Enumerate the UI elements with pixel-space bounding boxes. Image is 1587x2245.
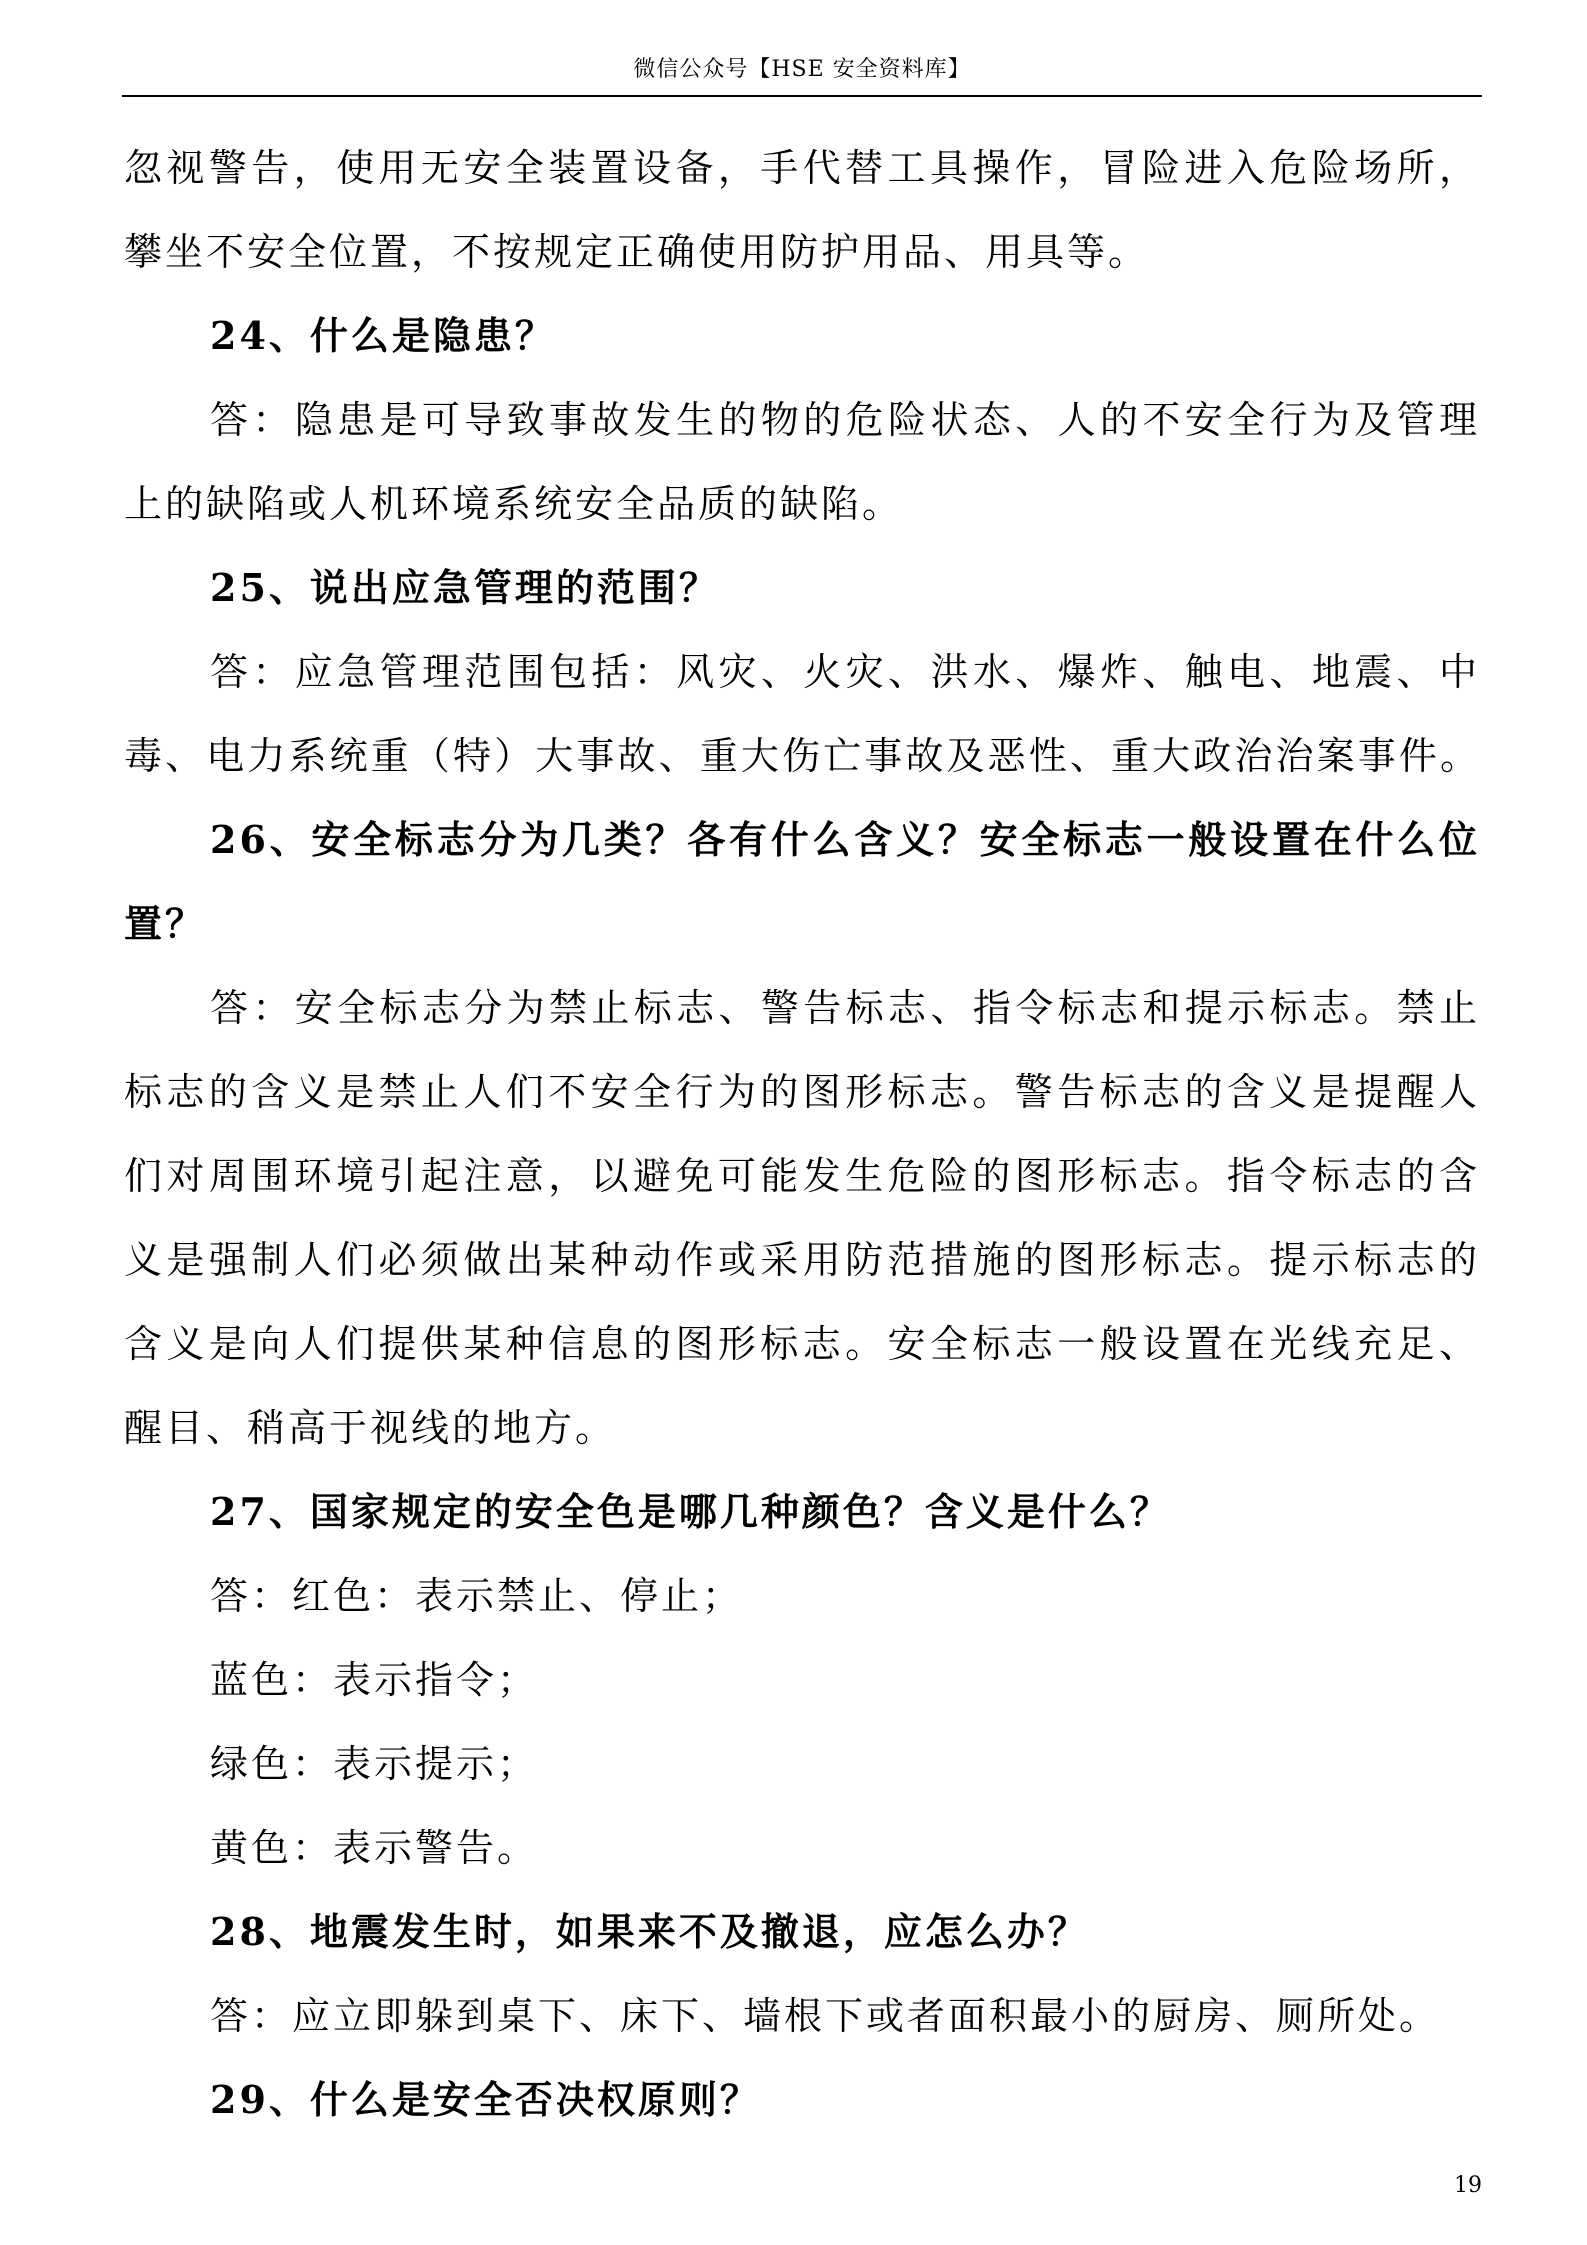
answer-line: 醒目、稍高于视线的地方。 bbox=[124, 1406, 617, 1450]
question-heading: 28、地震发生时，如果来不及撤退，应怎么办？ bbox=[210, 1909, 1089, 1954]
answer-line: 答：应立即躲到桌下、床下、墙根下或者面积最小的厨房、厕所处。 bbox=[210, 1994, 1441, 2038]
header-divider bbox=[122, 95, 1482, 97]
page-number: 19 bbox=[1454, 2173, 1482, 2198]
question-heading: 26、安全标志分为几类？各有什么含义？安全标志一般设置在什么位 bbox=[210, 817, 1480, 862]
answer-line: 义是强制人们必须做出某种动作或采用防范措施的图形标志。提示标志的 bbox=[124, 1238, 1480, 1282]
answer-line: 上的缺陷或人机环境系统安全品质的缺陷。 bbox=[124, 482, 904, 526]
question-heading: 置？ bbox=[124, 901, 207, 946]
question-heading: 29、什么是安全否决权原则？ bbox=[210, 2077, 761, 2122]
answer-line: 绿色：表示提示； bbox=[210, 1742, 539, 1786]
question-heading: 27、国家规定的安全色是哪几种颜色？含义是什么？ bbox=[210, 1489, 1171, 1534]
paragraph-line: 攀坐不安全位置，不按规定正确使用防护用品、用具等。 bbox=[124, 230, 1150, 274]
answer-line: 答：红色：表示禁止、停止； bbox=[210, 1574, 744, 1618]
question-heading: 25、说出应急管理的范围？ bbox=[210, 565, 720, 610]
paragraph-line: 忽视警告，使用无安全装置设备，手代替工具操作，冒险进入危险场所， bbox=[124, 146, 1480, 190]
answer-line: 含义是向人们提供某种信息的图形标志。安全标志一般设置在光线充足、 bbox=[124, 1322, 1480, 1366]
answer-line: 们对周围环境引起注意，以避免可能发生危险的图形标志。指令标志的含 bbox=[124, 1154, 1480, 1198]
answer-line: 黄色：表示警告。 bbox=[210, 1826, 539, 1870]
question-heading: 24、什么是隐患？ bbox=[210, 313, 556, 358]
answer-line: 答：安全标志分为禁止标志、警告标志、指令标志和提示标志。禁止 bbox=[210, 986, 1480, 1030]
document-body bbox=[124, 126, 1480, 2142]
answer-line: 毒、电力系统重（特）大事故、重大伤亡事故及恶性、重大政治治案事件。 bbox=[124, 734, 1480, 778]
answer-line: 答：隐患是可导致事故发生的物的危险状态、人的不安全行为及管理 bbox=[210, 398, 1480, 442]
page-header: 微信公众号【HSE 安全资料库】 bbox=[633, 57, 971, 82]
answer-line: 蓝色：表示指令； bbox=[210, 1658, 539, 1702]
answer-line: 标志的含义是禁止人们不安全行为的图形标志。警告标志的含义是提醒人 bbox=[124, 1070, 1480, 1114]
answer-line: 答：应急管理范围包括：风灾、火灾、洪水、爆炸、触电、地震、中 bbox=[210, 650, 1480, 694]
